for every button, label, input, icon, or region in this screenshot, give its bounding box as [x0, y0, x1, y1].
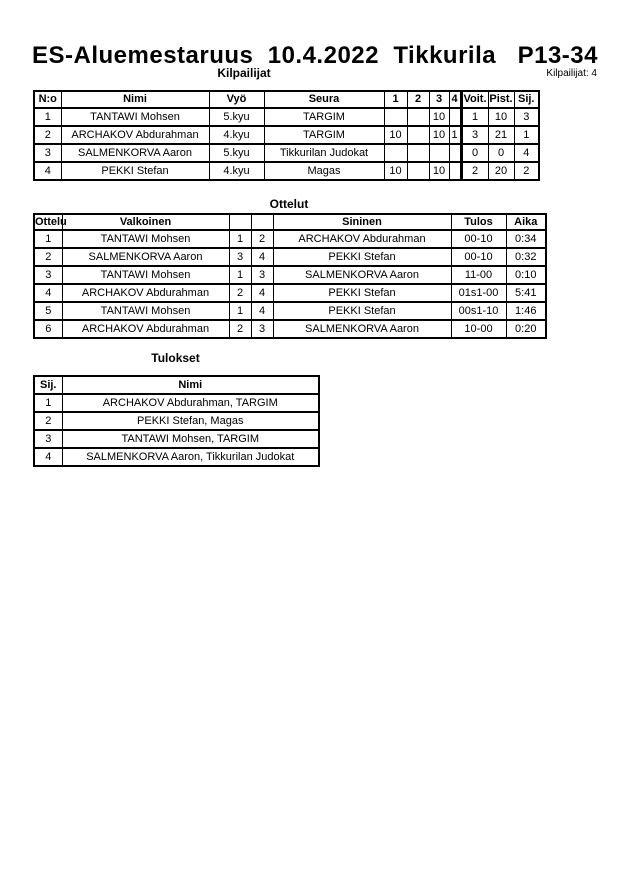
cell-match-no: 6 [34, 320, 62, 338]
cell-no: 2 [34, 126, 61, 144]
cell-white-name: TANTAWI Mohsen [62, 230, 229, 248]
col-header-voit: Voit. [461, 91, 488, 108]
cell-blue-name: ARCHAKOV Abdurahman [273, 230, 451, 248]
cell-blue-name: SALMENKORVA Aaron [273, 320, 451, 338]
cell-aika: 0:32 [506, 248, 546, 266]
cell-nimi: SALMENKORVA Aaron, Tikkurilan Judokat [62, 448, 319, 466]
cell-round4: 1 [449, 126, 461, 144]
col-header-sij: Sij. [514, 91, 539, 108]
cell-vyo: 4.kyu [209, 162, 264, 180]
cell-match-no: 4 [34, 284, 62, 302]
cell-tulos: 00-10 [451, 248, 506, 266]
cell-blue-name: PEKKI Stefan [273, 302, 451, 320]
cell-nimi: TANTAWI Mohsen [61, 108, 209, 126]
cell-round3: 10 [429, 126, 449, 144]
cell-match-no: 5 [34, 302, 62, 320]
cell-nimi: ARCHAKOV Abdurahman [61, 126, 209, 144]
cell-seura: Tikkurilan Judokat [264, 144, 384, 162]
cell-nimi: ARCHAKOV Abdurahman, TARGIM [62, 394, 319, 412]
cell-round2 [407, 162, 429, 180]
cell-sij: 3 [34, 430, 62, 448]
cell-pist: 10 [488, 108, 514, 126]
cell-no: 3 [34, 144, 61, 162]
table-row [34, 248, 546, 266]
cell-white-number: 1 [229, 266, 251, 284]
kilpailijat-header-row [34, 91, 539, 108]
col-header-pist: Pist. [488, 91, 514, 108]
ottelut-header-row [34, 214, 546, 230]
cell-nimi: PEKKI Stefan [61, 162, 209, 180]
cell-sij: 4 [514, 144, 539, 162]
cell-sij: 4 [34, 448, 62, 466]
cell-no: 1 [34, 108, 61, 126]
cell-tulos: 00s1-10 [451, 302, 506, 320]
cell-tulos: 10-00 [451, 320, 506, 338]
cell-blue-number: 4 [251, 248, 273, 266]
cell-round1: 10 [384, 162, 407, 180]
cell-aika: 0:34 [506, 230, 546, 248]
cell-no: 4 [34, 162, 61, 180]
col-header-round3: 3 [429, 91, 449, 108]
cell-round2 [407, 126, 429, 144]
table-row [34, 302, 546, 320]
table-row [34, 144, 539, 162]
cell-vyo: 4.kyu [209, 126, 264, 144]
col-header-tulos: Tulos [451, 214, 506, 230]
col-header-nimi: Nimi [62, 376, 319, 394]
table-row [34, 448, 319, 466]
cell-round1 [384, 144, 407, 162]
cell-white-name: ARCHAKOV Abdurahman [62, 284, 229, 302]
cell-white-number: 2 [229, 320, 251, 338]
cell-round2 [407, 144, 429, 162]
table-row [34, 266, 546, 284]
section-title-ottelut: Ottelut [269, 197, 309, 211]
cell-sij: 1 [34, 394, 62, 412]
cell-blue-name: PEKKI Stefan [273, 284, 451, 302]
cell-sij: 2 [514, 162, 539, 180]
cell-seura: TARGIM [264, 126, 384, 144]
cell-pist: 0 [488, 144, 514, 162]
cell-sij: 2 [34, 412, 62, 430]
cell-seura: Magas [264, 162, 384, 180]
cell-nimi: SALMENKORVA Aaron [61, 144, 209, 162]
cell-blue-name: SALMENKORVA Aaron [273, 266, 451, 284]
cell-tulos: 00-10 [451, 230, 506, 248]
col-header-valkoinen: Valkoinen [62, 214, 229, 230]
cell-sij: 1 [514, 126, 539, 144]
table-row [34, 126, 539, 144]
cell-pist: 21 [488, 126, 514, 144]
kilpailijat-table [33, 90, 540, 181]
cell-round1 [384, 108, 407, 126]
col-header-round2: 2 [407, 91, 429, 108]
cell-vyo: 5.kyu [209, 108, 264, 126]
cell-aika: 0:20 [506, 320, 546, 338]
table-row [34, 430, 319, 448]
cell-vyo: 5.kyu [209, 144, 264, 162]
cell-aika: 0:10 [506, 266, 546, 284]
cell-round3: 10 [429, 162, 449, 180]
cell-blue-number: 4 [251, 284, 273, 302]
cell-blue-number: 4 [251, 302, 273, 320]
cell-white-name: SALMENKORVA Aaron [62, 248, 229, 266]
table-row [34, 284, 546, 302]
cell-round4 [449, 162, 461, 180]
page-title: ES-Aluemestaruus 10.4.2022 Tikkurila P13-34 [31, 42, 598, 69]
cell-blue-name: PEKKI Stefan [273, 248, 451, 266]
table-row [34, 230, 546, 248]
cell-white-number: 1 [229, 302, 251, 320]
cell-round2 [407, 108, 429, 126]
cell-aika: 5:41 [506, 284, 546, 302]
cell-white-number: 1 [229, 230, 251, 248]
cell-blue-number: 3 [251, 266, 273, 284]
col-header-ottelu: Ottelu [34, 214, 62, 230]
cell-round4 [449, 144, 461, 162]
tulokset-header-row [34, 376, 319, 394]
cell-nimi: PEKKI Stefan, Magas [62, 412, 319, 430]
cell-round1: 10 [384, 126, 407, 144]
cell-round3 [429, 144, 449, 162]
cell-tulos: 01s1-00 [451, 284, 506, 302]
col-header-round4: 4 [449, 91, 461, 108]
table-row [34, 108, 539, 126]
col-header-vyo: Vyö [209, 91, 264, 108]
cell-white-name: TANTAWI Mohsen [62, 302, 229, 320]
section-title-tulokset: Tulokset [151, 351, 200, 365]
col-header-sij: Sij. [34, 376, 62, 394]
cell-voit: 3 [461, 126, 488, 144]
col-header-sininen: Sininen [273, 214, 451, 230]
cell-match-no: 2 [34, 248, 62, 266]
cell-match-no: 1 [34, 230, 62, 248]
table-row [34, 412, 319, 430]
col-header-round1: 1 [384, 91, 407, 108]
cell-match-no: 3 [34, 266, 62, 284]
cell-blue-number: 3 [251, 320, 273, 338]
col-header-no: N:o [34, 91, 61, 108]
table-row [34, 320, 546, 338]
cell-tulos: 11-00 [451, 266, 506, 284]
cell-white-number: 2 [229, 284, 251, 302]
cell-blue-number: 2 [251, 230, 273, 248]
cell-white-name: TANTAWI Mohsen [62, 266, 229, 284]
cell-voit: 2 [461, 162, 488, 180]
cell-aika: 1:46 [506, 302, 546, 320]
cell-white-name: ARCHAKOV Abdurahman [62, 320, 229, 338]
cell-nimi: TANTAWI Mohsen, TARGIM [62, 430, 319, 448]
competitor-count-label: Kilpailijat: 4 [546, 68, 597, 79]
col-header-blue-number [251, 214, 273, 230]
table-row [34, 394, 319, 412]
ottelut-table [33, 213, 547, 339]
cell-sij: 3 [514, 108, 539, 126]
tulokset-table [33, 375, 320, 467]
cell-white-number: 3 [229, 248, 251, 266]
cell-round3: 10 [429, 108, 449, 126]
col-header-white-number [229, 214, 251, 230]
col-header-nimi: Nimi [61, 91, 209, 108]
cell-voit: 0 [461, 144, 488, 162]
table-row [34, 162, 539, 180]
cell-pist: 20 [488, 162, 514, 180]
section-title-kilpailijat: Kilpailijat [217, 66, 271, 80]
cell-round4 [449, 108, 461, 126]
cell-voit: 1 [461, 108, 488, 126]
col-header-aika: Aika [506, 214, 546, 230]
col-header-seura: Seura [264, 91, 384, 108]
cell-seura: TARGIM [264, 108, 384, 126]
